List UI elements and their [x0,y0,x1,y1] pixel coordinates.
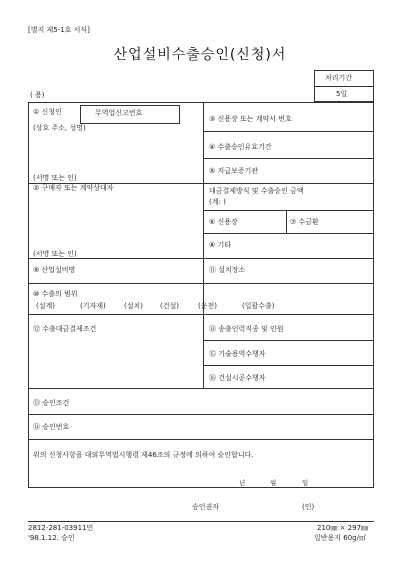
approval-statement: 위의 신청사항을 대외무역법시행령 제46조의 규정에 의하여 승인합니다. [33,451,254,459]
agency-line: ( 용) [30,91,45,99]
approver-seal: (인) [302,503,315,511]
page-title: 산업설비수출승인(신청)서 [113,47,287,63]
construction-contractor-field[interactable]: ⑯ 건설시공수행자 [209,374,266,382]
date-day: 일 [302,479,309,487]
scope-item-install[interactable]: (설치) [124,302,143,310]
scope-label: ⑩ 수출의 범위 [33,290,78,298]
form-code: [별지 제5-1호 서식] [28,26,90,34]
equipment-name-field[interactable]: ⑨ 산업설비명 [33,266,76,274]
scope-item-operation[interactable]: (운전) [198,302,217,310]
tech-contractor-field[interactable]: ⑮ 기술용역수행자 [209,350,266,358]
payment-conditions-field[interactable]: ⑫ 수출대금결제조건 [33,325,97,333]
payment-method-label: 대금결제방식 및 수출승인 금액 [209,187,304,195]
footer-paper: 일반용지 60g/㎡ [314,534,366,542]
company-label: (상호 주소, 성명) [33,124,86,132]
form-body [28,102,374,488]
scope-item-equipment[interactable]: (기자재) [80,302,106,310]
trade-reg-label[interactable]: 무역업신고번호 [95,109,143,117]
date-month: 월 [270,479,277,487]
footer-date: '98.1.12. 승인 [28,534,75,542]
staff-field[interactable]: ⑭ 송출인력직종 및 인원 [209,325,284,333]
install-place-field[interactable]: ⑪ 설치장소 [209,266,246,274]
approval-conditions-field[interactable]: ⑬ 승인조건 [33,399,70,407]
lc-amount-field[interactable]: ⑥ 신용장 [209,218,238,226]
footer-size: 210㎜ × 297㎜ [317,524,369,532]
other-field[interactable]: ⑧ 기타 [209,241,232,249]
processing-period-value: 5일 [336,90,348,98]
processing-period-label: 처리기간 [325,74,353,82]
buyer-sign-label: (서명 또는 인) [33,250,77,258]
approval-validity-field[interactable]: ④ 수출승인유효기간 [209,143,272,151]
total-amount-field[interactable]: (계: ) [209,198,226,206]
date-year: 년 [239,479,246,487]
scope-item-design[interactable]: (설계) [36,302,55,310]
scope-item-construction[interactable]: (건설) [160,302,179,310]
applicant-sign-label: (서명 또는 인) [33,174,77,182]
applicant-label: ① 신청인 [33,108,62,116]
scope-item-turnkey[interactable]: (일괄수출) [242,302,275,310]
approval-number-field[interactable]: ⑭ 승인번호 [33,423,70,431]
approver-label: 승인권자 [192,503,220,511]
guarantee-agency-field[interactable]: ⑤ 지급보증기관 [209,167,259,175]
buyer-label: ② 구매자 또는 계약상대자 [33,184,114,192]
remittance-field[interactable]: ⑦ 수금환 [290,218,319,226]
lc-number-field[interactable]: ③ 신용장 또는 계약서 번호 [209,115,292,123]
footer-code: 2812-281-03911민 [28,524,94,532]
